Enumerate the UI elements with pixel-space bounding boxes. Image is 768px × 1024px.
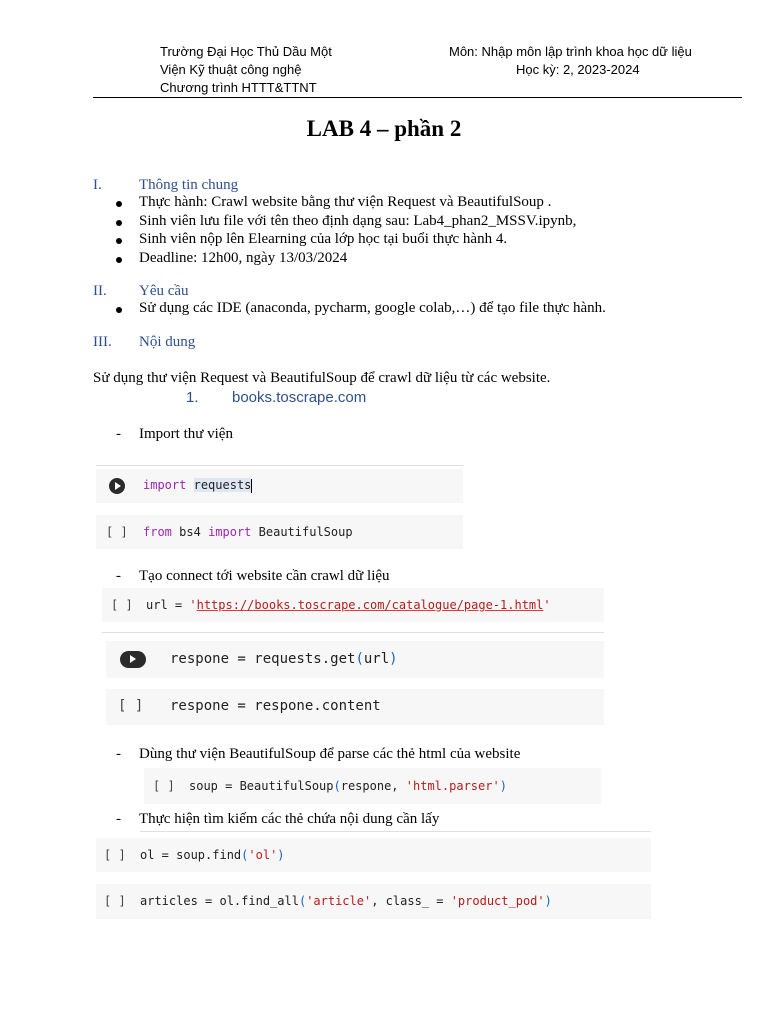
cell-divider xyxy=(140,831,651,832)
section-label: Nội dung xyxy=(139,334,196,350)
cell-run-indicator[interactable]: [ ] xyxy=(111,598,133,612)
section-number: I. xyxy=(93,177,102,193)
semester: Học kỳ: 2, 2023-2024 xyxy=(516,62,640,77)
code-cell[interactable]: [ ] from bs4 import BeautifulSoup xyxy=(96,515,463,549)
bullet-icon xyxy=(116,220,122,226)
cell-run-indicator[interactable]: [ ] xyxy=(118,698,144,714)
code-cell[interactable]: respone = requests.get(url) xyxy=(106,641,604,678)
section-label: Yêu cầu xyxy=(139,283,189,299)
code-cell[interactable]: [ ] url = 'https://books.toscrape.com/catalogue/page-1.html' xyxy=(102,588,604,622)
header-right xyxy=(449,43,719,79)
institute-name: Viện Kỹ thuật công nghệ xyxy=(160,62,302,77)
section-number: II. xyxy=(93,283,107,299)
url-string: https://books.toscrape.com/catalogue/page-1.html xyxy=(196,598,544,612)
subsection-label: books.toscrape.com xyxy=(232,389,367,406)
section-label: Thông tin chung xyxy=(139,177,239,193)
intro-paragraph: Sử dụng thư viện Request và BeautifulSoup để crawl dữ liệu từ các website. xyxy=(93,370,551,386)
cell-run-indicator[interactable]: [ ] xyxy=(153,779,175,793)
cell-divider xyxy=(96,465,463,466)
bullet-icon xyxy=(116,307,122,313)
play-circle-icon[interactable] xyxy=(120,651,146,668)
program-name: Chương trình HTTT&TTNT xyxy=(160,80,317,95)
cell-run-indicator[interactable]: [ ] xyxy=(104,894,126,908)
bullet-icon xyxy=(116,201,122,207)
header-left xyxy=(160,43,332,97)
subsection-heading xyxy=(186,389,367,406)
code-cell[interactable]: [ ] soup = BeautifulSoup(respone, 'html.parser') xyxy=(144,768,601,804)
code-cell[interactable]: [ ] articles = ol.find_all('article', class_ = 'product_pod') xyxy=(96,884,651,919)
course-name: Môn: Nhập môn lập trình khoa học dữ liệu xyxy=(449,44,692,59)
code-cell[interactable]: [ ] respone = respone.content xyxy=(106,689,604,725)
cell-divider xyxy=(102,632,604,633)
page-title: LAB 4 – phần 2 xyxy=(306,116,462,141)
text-cursor xyxy=(251,479,252,493)
play-circle-icon[interactable] xyxy=(109,478,125,494)
cell-run-indicator[interactable]: [ ] xyxy=(104,848,126,862)
code-cell[interactable]: import requests xyxy=(96,469,463,503)
bullet-icon xyxy=(116,257,122,263)
code-cell[interactable]: [ ] ol = soup.find('ol') xyxy=(96,838,651,872)
header-divider xyxy=(93,97,742,98)
cell-run-indicator[interactable]: [ ] xyxy=(106,525,128,539)
section-number: III. xyxy=(93,334,112,350)
subsection-number: 1. xyxy=(186,389,199,406)
university-name: Trường Đại Học Thủ Dầu Một xyxy=(160,44,332,59)
bullet-icon xyxy=(116,238,122,244)
